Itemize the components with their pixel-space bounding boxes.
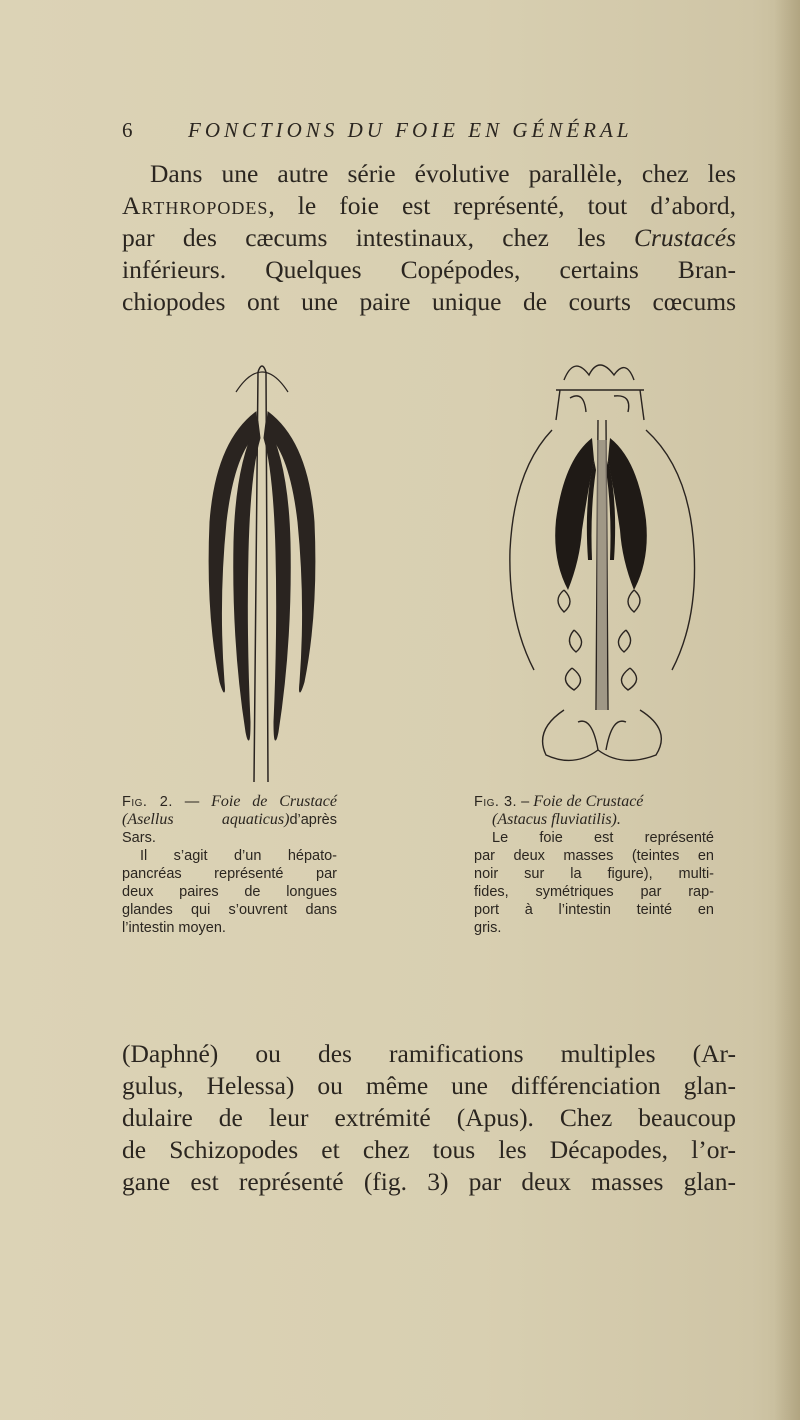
page-edge-shadow	[774, 0, 800, 1420]
text-line: par des cæcums intestinaux, chez les Crustacés	[122, 223, 736, 252]
figure-2-caption: Fig. 2. — Foie de Crustacé (Asellus aquaticus)d’après Sars. Il s’agit d’un hépato- pancréas représenté par deux paires de longues glandes qui s’ouvrent dans l’intestin moyen.	[122, 793, 337, 936]
running-title: FONCTIONS DU FOIE EN GÉNÉRAL	[188, 118, 633, 142]
text-line: inférieurs. Quelques Copépodes, certains Bran-	[122, 255, 736, 284]
caption-species: (Astacus fluviatilis).	[492, 811, 621, 828]
text-line: dulaire de leur extrémité (Apus). Chez beaucoup	[122, 1103, 736, 1132]
text-line: (Daphné) ou des ramifications multiples (Ar-	[122, 1039, 736, 1068]
text-line: Arthropodes, le foie est représenté, tout d’abord,	[122, 191, 736, 220]
page-number: 6	[122, 118, 133, 142]
figure-2-asellus-liver	[196, 352, 336, 792]
caption-author: Sars.	[122, 830, 156, 846]
emphasis-arthropodes: Arthropodes	[122, 191, 269, 220]
caption-heading: Fig. 3. – Foie de Crustacé	[474, 793, 644, 810]
figure-3-caption: Fig. 3. – Foie de Crustacé (Astacus fluviatilis). Le foie est représenté par deux masses (teintes en noir sur la figure), multi- fides, symétriques par rap- port à l’intestin teinté en gris.	[474, 793, 714, 936]
text-line: Dans une autre série évolutive parallèle, chez les	[150, 159, 736, 188]
paragraph-bottom	[122, 1038, 736, 1198]
figure-3-astacus-liver	[494, 350, 714, 770]
text-line: de Schizopodes et chez tous les Décapodes, l’or-	[122, 1135, 736, 1164]
text-line: gulus, Helessa) ou même une différenciation glan-	[122, 1071, 736, 1100]
paragraph-top	[122, 158, 736, 318]
text-line: gane est représenté (fig. 3) par deux masses glan-	[122, 1167, 736, 1196]
emphasis-crustaces: Crustacés	[634, 223, 736, 252]
caption-species: (Asellus aquaticus)	[122, 811, 290, 828]
caption-heading: Fig. 2. — Foie de Crustacé	[122, 793, 337, 810]
text-line: chiopodes ont une paire unique de courts cœcums	[122, 287, 736, 316]
